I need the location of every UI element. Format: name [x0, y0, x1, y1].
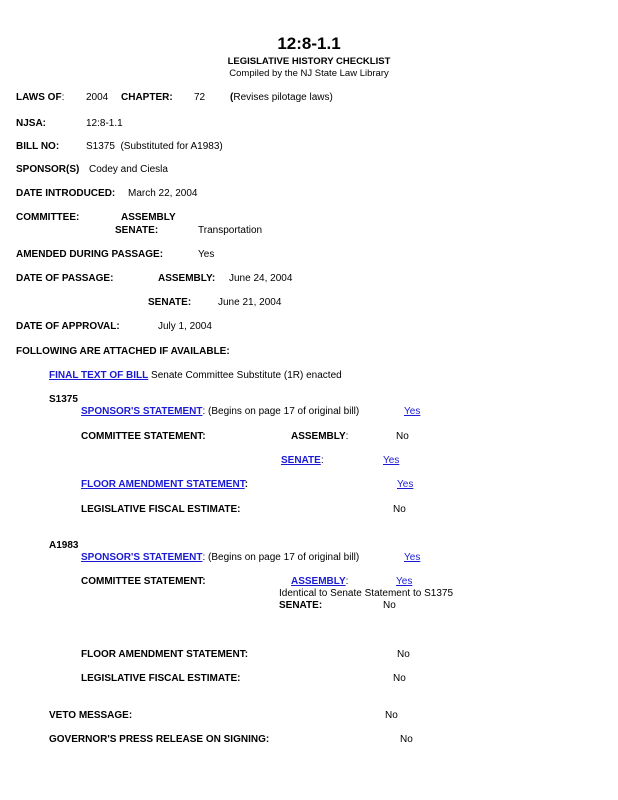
attached-header: FOLLOWING ARE ATTACHED IF AVAILABLE:	[16, 346, 230, 357]
laws-of-label: LAWS OF:	[16, 92, 65, 103]
a1983-committee-assembly: ASSEMBLY:	[291, 576, 349, 587]
sponsors-value: Codey and Ciesla	[89, 164, 168, 175]
committee-label: COMMITTEE:	[16, 212, 80, 223]
s1375-floor-row: FLOOR AMENDMENT STATEMENT:	[81, 479, 249, 490]
a1983-assembly-note: Identical to Senate Statement to S1375	[279, 588, 454, 599]
compiled-by: Compiled by the NJ State Law Library	[229, 68, 389, 79]
press-release-value: No	[400, 734, 413, 745]
final-text-row	[49, 370, 342, 381]
a1983-committee-senate-value: No	[383, 600, 396, 611]
a1983-fiscal-label: LEGISLATIVE FISCAL ESTIMATE:	[81, 673, 241, 684]
a1983-floor-label: FLOOR AMENDMENT STATEMENT:	[81, 649, 249, 660]
s1375-senate-yes-link[interactable]: Yes	[383, 455, 400, 466]
s1375-senate-link[interactable]: SENATE	[281, 455, 321, 466]
a1983-committee-label: COMMITTEE STATEMENT:	[81, 576, 206, 587]
checklist-subtitle: LEGISLATIVE HISTORY CHECKLIST	[227, 56, 391, 67]
s1375-header: S1375	[49, 394, 78, 405]
veto-value: No	[385, 710, 398, 721]
s1375-sponsor-statement-link[interactable]: SPONSOR'S STATEMENT	[81, 406, 203, 417]
passage-assembly-date: June 24, 2004	[229, 273, 293, 284]
a1983-fiscal-value: No	[393, 673, 406, 684]
s1375-committee-assembly-value: No	[396, 431, 409, 442]
committee-senate-label: SENATE:	[115, 225, 159, 236]
page-title: 12:8-1.1	[277, 34, 341, 53]
date-introduced-label: DATE INTRODUCED:	[16, 188, 116, 199]
amended-value: Yes	[198, 249, 215, 260]
njsa-value: 12:8-1.1	[86, 118, 123, 129]
chapter-value: 72	[194, 92, 206, 103]
date-introduced-value: March 22, 2004	[128, 188, 198, 199]
a1983-sponsor-yes-link[interactable]: Yes	[404, 552, 421, 563]
veto-label: VETO MESSAGE:	[49, 710, 133, 721]
sponsors-label: SPONSOR(S)	[16, 164, 80, 175]
a1983-sponsor-row: SPONSOR'S STATEMENT: (Begins on page 17 of original bill)	[81, 552, 360, 563]
bill-no-value: S1375 (Substituted for A1983)	[86, 141, 223, 152]
njsa-label: NJSA:	[16, 118, 47, 129]
s1375-floor-amendment-link[interactable]: FLOOR AMENDMENT STATEMENT	[81, 479, 245, 490]
date-of-passage-label: DATE OF PASSAGE:	[16, 273, 114, 284]
a1983-header: A1983	[49, 540, 79, 551]
chapter-note: (Revises pilotage laws)	[230, 92, 333, 103]
a1983-committee-senate-label: SENATE:	[279, 600, 323, 611]
s1375-sponsor-yes-link[interactable]: Yes	[404, 406, 421, 417]
date-of-approval-label: DATE OF APPROVAL:	[16, 321, 120, 332]
final-text-desc: Senate Committee Substitute (1R) enacted	[151, 370, 342, 381]
bill-no-label: BILL NO:	[16, 141, 60, 152]
amended-label: AMENDED DURING PASSAGE:	[16, 249, 164, 260]
s1375-committee-senate: SENATE:	[281, 455, 324, 466]
s1375-fiscal-label: LEGISLATIVE FISCAL ESTIMATE:	[81, 504, 241, 515]
passage-assembly-label: ASSEMBLY:	[158, 273, 216, 284]
s1375-sponsor-row: SPONSOR'S STATEMENT: (Begins on page 17 of original bill)	[81, 406, 360, 417]
passage-senate-date: June 21, 2004	[218, 297, 282, 308]
passage-senate-label: SENATE:	[148, 297, 192, 308]
s1375-committee-label: COMMITTEE STATEMENT:	[81, 431, 206, 442]
s1375-fiscal-value: No	[393, 504, 406, 515]
s1375-floor-yes-link[interactable]: Yes	[397, 479, 414, 490]
a1983-floor-value: No	[397, 649, 410, 660]
a1983-sponsor-statement-link[interactable]: SPONSOR'S STATEMENT	[81, 552, 203, 563]
committee-assembly-label: ASSEMBLY	[121, 212, 176, 223]
chapter-label: CHAPTER:	[121, 92, 173, 103]
a1983-assembly-link[interactable]: ASSEMBLY	[291, 576, 346, 587]
committee-senate-value: Transportation	[198, 225, 263, 236]
final-text-link[interactable]: FINAL TEXT OF BILL	[49, 370, 149, 381]
date-of-approval-value: July 1, 2004	[158, 321, 212, 332]
press-release-label: GOVERNOR'S PRESS RELEASE ON SIGNING:	[49, 734, 270, 745]
laws-of-value: 2004	[86, 92, 109, 103]
a1983-assembly-yes-link[interactable]: Yes	[396, 576, 413, 587]
s1375-committee-assembly: ASSEMBLY:	[291, 431, 349, 442]
